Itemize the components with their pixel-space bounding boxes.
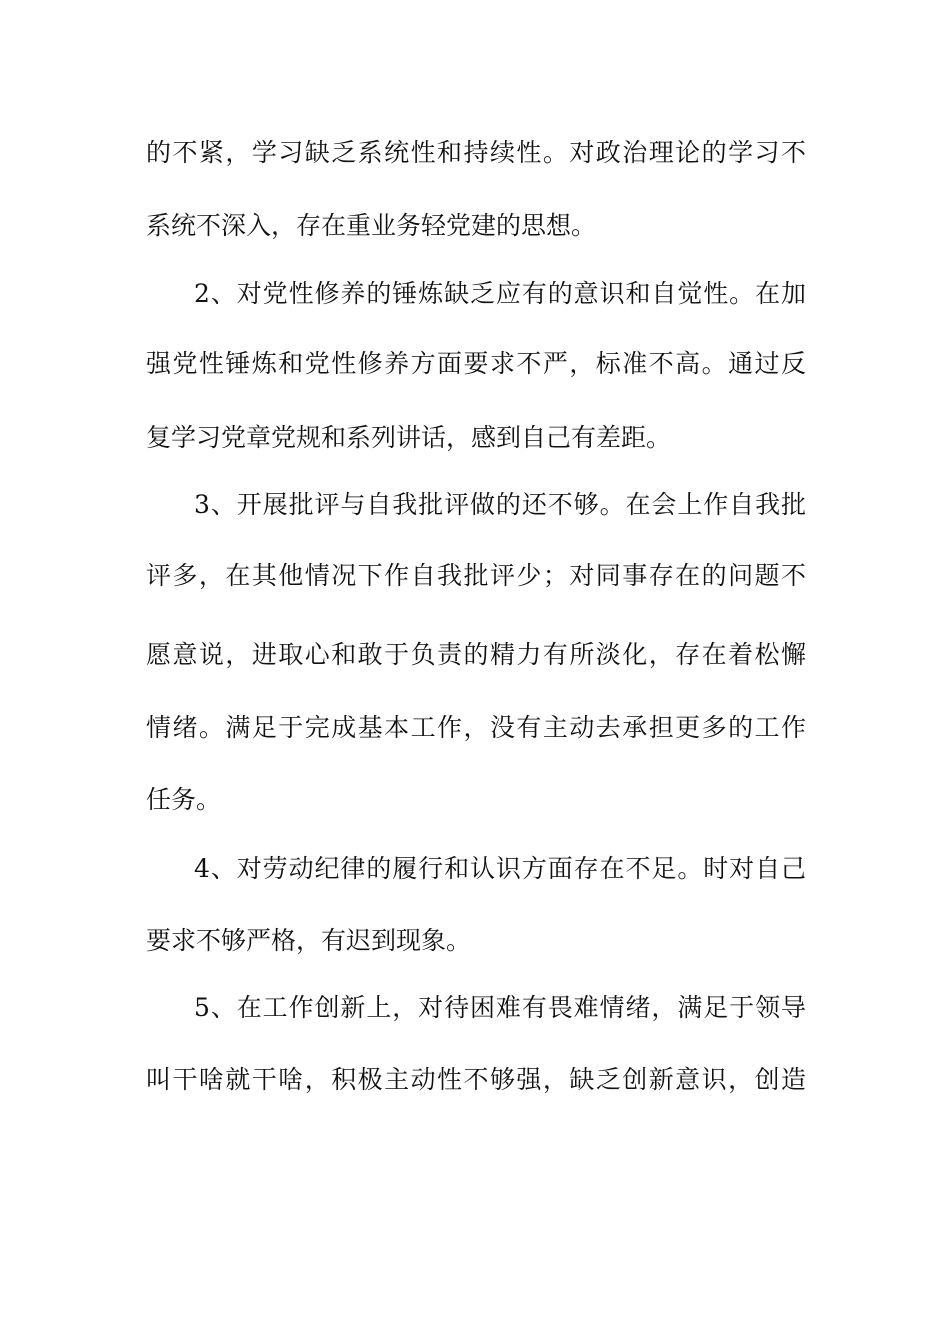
- text-line: 愿意说，进取心和敢于负责的精力有所淡化，存在着松懈: [146, 640, 806, 669]
- text-line: 要求不够严格，有迟到现象。: [146, 926, 472, 955]
- text-line: 复学习党章党规和系列讲话，感到自己有差距。: [146, 423, 672, 452]
- text-line: 3、开展批评与自我批评做的还不够。在会上作自我批: [194, 490, 806, 519]
- text-line: 4、对劳动纪律的履行和认识方面存在不足。时对自己: [194, 854, 806, 883]
- text-line: 任务。: [146, 785, 222, 814]
- text-line: 系统不深入，存在重业务轻党建的思想。: [146, 211, 597, 240]
- text-line: 叫干啥就干啥，积极主动性不够强，缺乏创新意识，创造: [146, 1065, 806, 1094]
- text-line: 2、对党性修养的锤炼缺乏应有的意识和自觉性。在加: [194, 279, 806, 308]
- text-line: 强党性锤炼和党性修养方面要求不严，标准不高。通过反: [146, 349, 806, 378]
- text-line: 5、在工作创新上，对待困难有畏难情绪，满足于领导: [194, 993, 806, 1022]
- text-line: 情绪。满足于完成基本工作，没有主动去承担更多的工作: [146, 713, 806, 742]
- text-line: 的不紧，学习缺乏系统性和持续性。对政治理论的学习不: [146, 138, 806, 167]
- text-line: 评多，在其他情况下作自我批评少；对同事存在的问题不: [146, 561, 806, 590]
